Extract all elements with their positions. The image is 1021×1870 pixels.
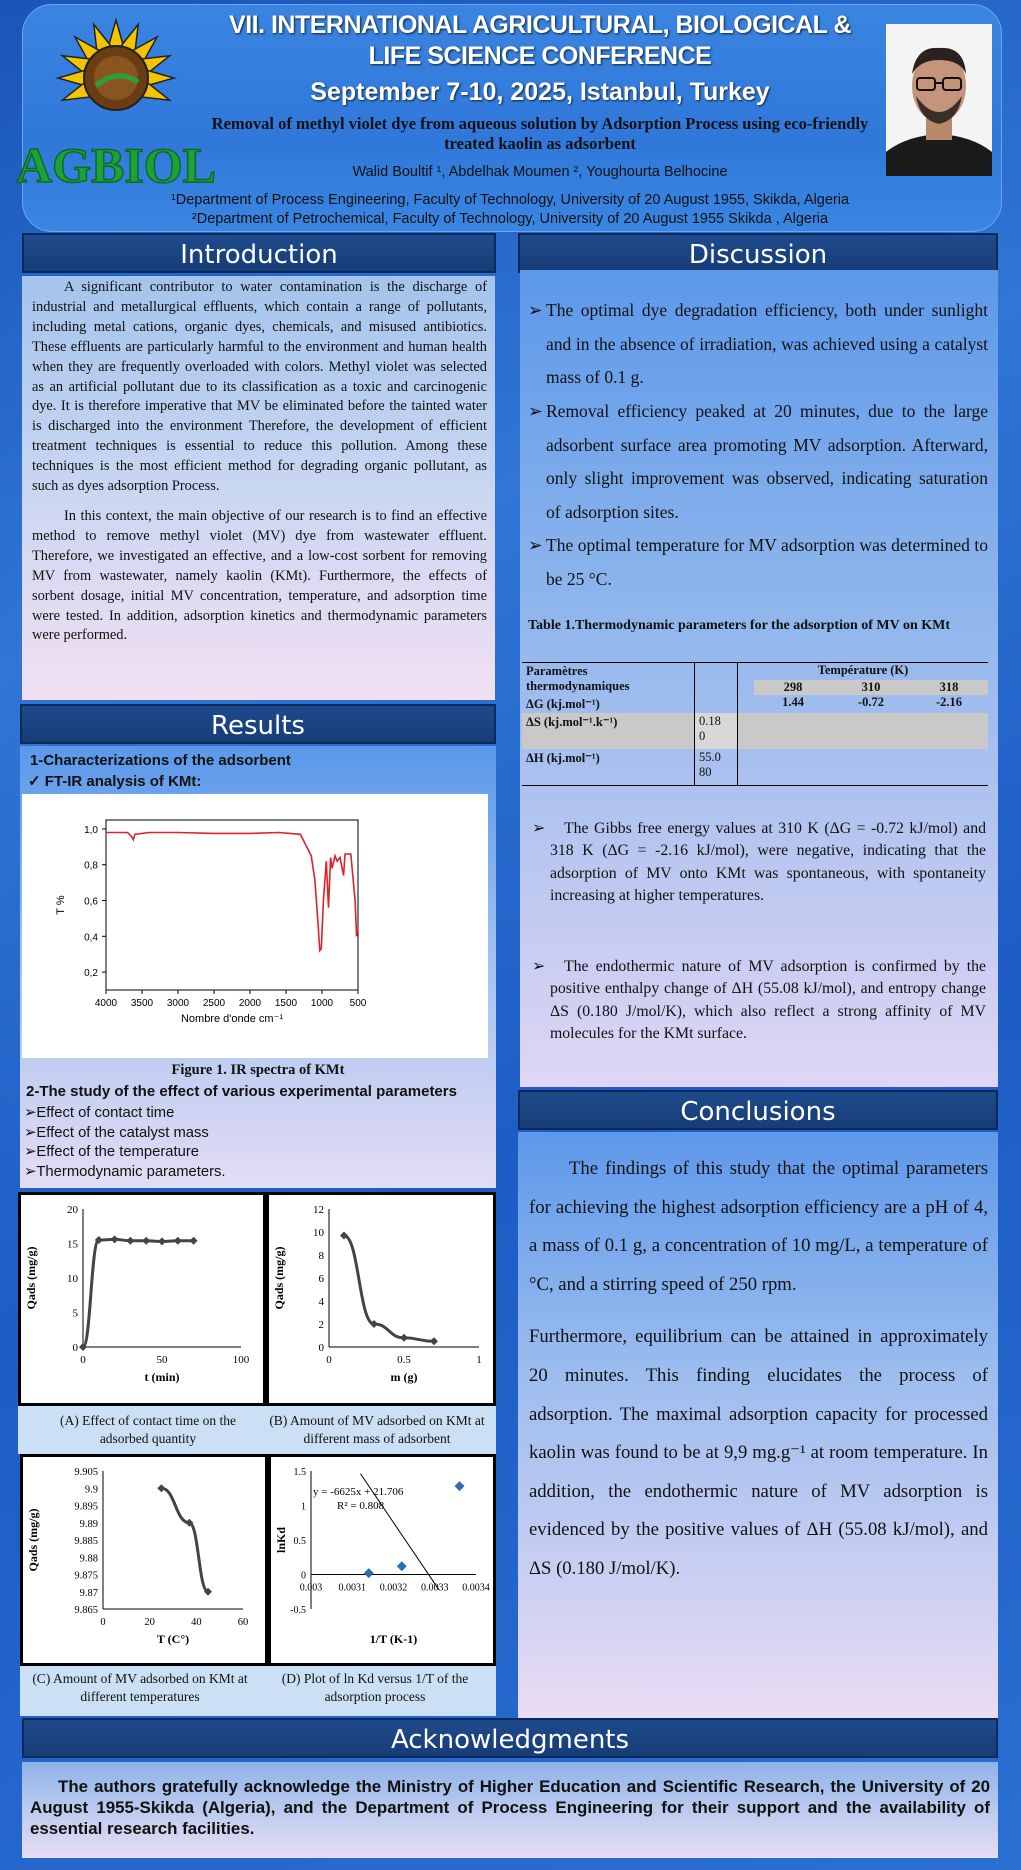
x-tick-label: 0.0031 [338,1582,366,1594]
discussion-bullet-4: ➢ The Gibbs free energy values at 310 K (ΔG = -0.72 kJ/mol) and 318 K (ΔG = -2.16 kJ/mol), were negative, indicating that the adsorption of MV onto KMt was spontaneous, with spontaneity increasing at higher temperatures. [532,820,986,905]
x-tick-label: 100 [232,1354,250,1366]
table-temp-298: 298 [783,680,803,694]
conference-date: September 7-10, 2025, Istanbul, Turkey [310,78,770,106]
y-axis-label: Qads (mg/g) [272,1246,286,1310]
data-point [400,1334,408,1342]
figure-1-caption: Figure 1. IR spectra of KMt [171,1062,345,1078]
x-tick-label: 500 [349,998,367,1009]
section-header-acknowledgments: Acknowledgments [22,1718,998,1758]
data-point [157,1484,165,1492]
results-heading-1: 1-Characterizations of the adsorbent [30,752,291,769]
y-tick-label: 9.87 [79,1587,98,1599]
logo-wordmark: AGBIOL [15,137,217,193]
x-tick-label: 4000 [94,998,118,1009]
discussion-bullet-1: ➢ The optimal dye degradation efficiency, both under sunlight and in the absence of irradiation, was achieved using a catalyst mass of 0.1 g. [528,300,988,387]
y-axis-label: Qads (mg/g) [24,1246,38,1310]
table-temp-310: 310 [861,680,881,694]
chart-c-temperature [20,1454,268,1666]
x-tick-label: 1500 [274,998,298,1009]
y-tick-label: 9.905 [74,1467,98,1478]
x-tick-label: 20 [144,1617,155,1628]
table-dg-label: ΔG (kj.mol⁻¹) [526,697,600,711]
y-tick-label: 10 [313,1227,324,1239]
discussion-bullet-5: ➢ The endothermic nature of MV adsorption is confirmed by the positive enthalpy change of ΔH (55.08 kJ/mol), and entropy change ΔS (0.180 J/mol/K), which also reflect a strong affinity of MV molecules for the KMt surface. [532,958,986,1043]
data-point [455,1481,465,1491]
y-tick-label: 0,6 [84,896,98,908]
results-body [20,746,496,1188]
list-item: ➢Thermodynamic parameters. [24,1163,226,1180]
y-tick-label: 8 [318,1250,324,1262]
chart-d-lnkd [268,1454,496,1666]
trendline-r2: R² = 0.808 [337,1500,385,1512]
x-tick-label: 0 [326,1354,332,1366]
y-tick-label: 0,2 [84,968,98,980]
conclusion-paragraph-1: The findings of this study that the optimal parameters for achieving the highest adsorption efficiency are a pH of 4, a mass of 0.1 g, a concentration of 10 mg/L, a temperature of °C, and a stirring speed of 250 rpm. [529,1158,988,1295]
series-line [83,1239,194,1347]
conference-title [200,10,880,72]
conference-title-line1: VII. INTERNATIONAL AGRICULTURAL, BIOLOGICAL & [229,11,851,39]
trendline-equation: y = -6625x + 21.706 [313,1486,404,1498]
data-point [158,1237,166,1245]
caption-a: (A) Effect of contact time on the adsorbed quantity [60,1413,236,1446]
y-axis-label: Qads (mg/g) [26,1508,40,1572]
y-tick-label: 0 [318,1342,324,1354]
data-point [111,1235,119,1243]
y-tick-label: 12 [313,1204,324,1216]
y-tick-label: 9.88 [79,1553,98,1565]
x-tick-label: 3500 [130,998,154,1009]
agbiol-logo [15,16,217,193]
affiliation-1: ¹Department of Process Engineering, Faculty of Technology, University of 20 August 1955, Skikda, Algeria [170,192,850,208]
y-tick-label: 9.865 [74,1605,98,1616]
x-tick-label: 0.003 [299,1582,323,1594]
list-item: ➢Effect of the temperature [24,1144,199,1160]
y-tick-label: 1 [301,1501,306,1513]
thermo-table [522,662,988,786]
parameters-list [24,1104,226,1182]
table-header-temperature: Température (K) 298 310 318 [738,663,989,696]
section-header-conclusions: Conclusions [518,1090,998,1130]
y-tick-label: 0 [72,1342,78,1354]
y-tick-label: 15 [67,1238,78,1251]
y-tick-label: 20 [67,1204,78,1216]
results-heading-ftir: ✓ FT-IR analysis of KMt: [28,773,202,790]
results-heading-2: 2-The study of the effect of various experimental parameters [26,1083,457,1100]
intro-paragraph-1: A significant contributor to water contamination is the discharge of industrial and metallurgical effluents, which contain a range of pollutants, including metal cations, organic dyes, chemicals, and misused antibiotics. These effluents are particularly harmful to the environment and human health when they are frequently overloaded with colors. Methyl violet was selected as an artificial pollutant due to its classification as a toxic and carcinogenic dye. It is therefore imperative that MV be eliminated before the tainted water is discharged into the environment Therefore, the development of efficient treatment techniques is essential to reduce this pollution. Among these techniques is the most efficient method for degrading organic pollutant, as such as dyes adsorption Process. [32,279,487,495]
caption-row-cd [20,1666,496,1716]
y-tick-label: 0,8 [84,860,98,872]
table-header-param: Paramètres thermodynamiques [526,664,630,693]
ir-spectrum-chart [22,794,488,1058]
caption-row-ab [18,1406,496,1454]
table-dh-value: 55.0 80 [695,749,738,786]
data-point [397,1561,407,1571]
table-dg-298: 1.44 [782,695,804,709]
x-tick-label: 2000 [238,998,262,1009]
discussion-bullet-3: ➢ The optimal temperature for MV adsorption was determined to be 25 °C. [528,535,988,589]
x-tick-label: 60 [237,1617,249,1628]
conclusions-body [518,1132,998,1718]
y-tick-label: 0,4 [84,932,98,944]
table-ds-value: 0.18 0 [695,713,738,749]
x-axis-label: Nombre d'onde cm⁻¹ [180,1013,284,1025]
x-tick-label: 1000 [310,998,334,1009]
x-tick-label: 3000 [166,998,190,1009]
x-tick-label: 50 [156,1354,168,1366]
y-tick-label: 9.9 [84,1484,98,1496]
authors: Walid Boultif ¹, Abdelhak Moumen ², Youghourta Belhocine [352,164,728,180]
list-item: ➢Effect of contact time [24,1105,175,1121]
introduction-body [22,276,495,700]
y-tick-label: 9.895 [74,1501,98,1513]
y-tick-label: 2 [318,1319,324,1331]
caption-d: (D) Plot of ln Kd versus 1/T of the adsorption process [281,1671,469,1704]
table-temp-318: 318 [939,680,959,694]
data-point [364,1568,374,1578]
data-point [174,1237,182,1245]
y-tick-label: 6 [318,1273,324,1285]
plot-frame [106,820,358,990]
x-axis-label: t (min) [144,1370,180,1384]
chart-b-mass [266,1192,496,1406]
x-axis-label: 1/T (K-1) [369,1632,418,1646]
y-tick-label: 9.89 [79,1518,98,1530]
y-tick-label: 10 [67,1273,78,1285]
x-axis-label: T (C°) [156,1632,190,1646]
x-tick-label: 1 [476,1354,482,1366]
x-tick-label: 0 [100,1617,106,1628]
y-tick-label: 9.885 [74,1536,98,1547]
y-axis-label: T % [55,895,67,915]
table-ds-label: ΔS (kj.mol⁻¹.k⁻¹) [526,715,618,729]
y-axis-label: lnKd [274,1526,288,1554]
y-tick-label: 0 [301,1570,306,1582]
affiliation-2: ²Department of Petrochemical, Faculty of Technology, University of 20 August 1955 Skikda , Algeria [191,211,829,227]
y-tick-label: 0.5 [293,1536,306,1547]
author-photo [886,24,992,176]
x-tick-label: 0.0033 [421,1582,449,1594]
chart-a-contact-time [18,1192,266,1406]
y-tick-label: 5 [72,1307,78,1320]
y-tick-label: 9.875 [74,1570,98,1582]
y-tick-label: 4 [318,1296,324,1308]
data-point [430,1337,438,1345]
x-tick-label: 40 [191,1617,202,1628]
x-tick-label: 2500 [202,998,226,1009]
x-tick-label: 0.0032 [379,1582,408,1594]
y-tick-label: -0.5 [290,1605,306,1616]
table-dg-310: -0.72 [857,695,885,709]
caption-c: (C) Amount of MV adsorbed on KMt at different temperatures [32,1671,248,1704]
y-tick-label: 1.5 [293,1467,306,1478]
data-point [126,1237,134,1245]
paper-title: Removal of methyl violet dye from aqueous solution by Adsorption Process using eco-friendly treated kaolin as adsorbent [211,114,869,153]
data-point [190,1237,198,1245]
x-tick-label: 0.5 [397,1354,411,1366]
table-dh-label: ΔH (kj.mol⁻¹) [526,751,600,765]
caption-b: (B) Amount of MV adsorbed on KMt at different mass of adsorbent [269,1413,485,1446]
acknowledgments-body [22,1762,998,1858]
conclusion-paragraph-2: Furthermore, equilibrium can be attained in approximately 20 minutes. This finding elucidates the process of adsorption. The maximal adsorption capacity for processed kaolin was found to be at 9,9 mg.g⁻¹ at room temperature. In addition, the endothermic nature of MV adsorption is evidenced by the positive values of ΔH (55.08 kJ/mol), and ΔS (0.180 J/mol/K). [529,1326,988,1579]
ir-spectrum-line [106,833,358,951]
data-point [142,1237,150,1245]
list-item: ➢Effect of the catalyst mass [24,1124,209,1141]
y-tick-label: 1,0 [84,824,98,836]
intro-paragraph-2: In this context, the main objective of our research is to find an effective method to remove methyl violet (MV) dye from wastewater effluent. Therefore, we investigated an effective, and a low-cost sorbent for removing MV from wastewater, namely kaolin (KMt). Furthermore, the effects of sorbent dosage, initial MV concentration, temperature, and adsorption time were tested. In addition, adsorption kinetics and thermodynamic parameters were performed. [32,507,487,644]
series-line [344,1235,434,1341]
x-tick-label: 0.0034 [462,1582,490,1594]
table-dg-318: -2.16 [935,695,963,709]
section-header-discussion: Discussion [518,233,998,273]
conference-title-line2: LIFE SCIENCE CONFERENCE [368,42,712,70]
x-tick-label: 0 [80,1354,86,1366]
section-header-results: Results [20,704,496,744]
acknowledgments-text: The authors gratefully acknowledge the Ministry of Higher Education and Scientific Research, the University of 20 August 1955-Skikda (Algeria), and the Department of Process Engineering for their support and the availability of essential research facilities. [30,1777,990,1838]
series-line [161,1488,208,1592]
discussion-body [520,270,998,1087]
section-header-introduction: Introduction [22,233,496,273]
discussion-bullet-2: ➢ Removal efficiency peaked at 20 minutes, due to the large adsorbent surface area promoting MV adsorption. Afterward, only slight improvement was observed, indicating saturation of adsorption sites. [528,401,988,522]
x-axis-label: m (g) [390,1370,418,1384]
table-1-caption: Table 1.Thermodynamic parameters for the adsorption of MV on KMt [528,618,951,633]
